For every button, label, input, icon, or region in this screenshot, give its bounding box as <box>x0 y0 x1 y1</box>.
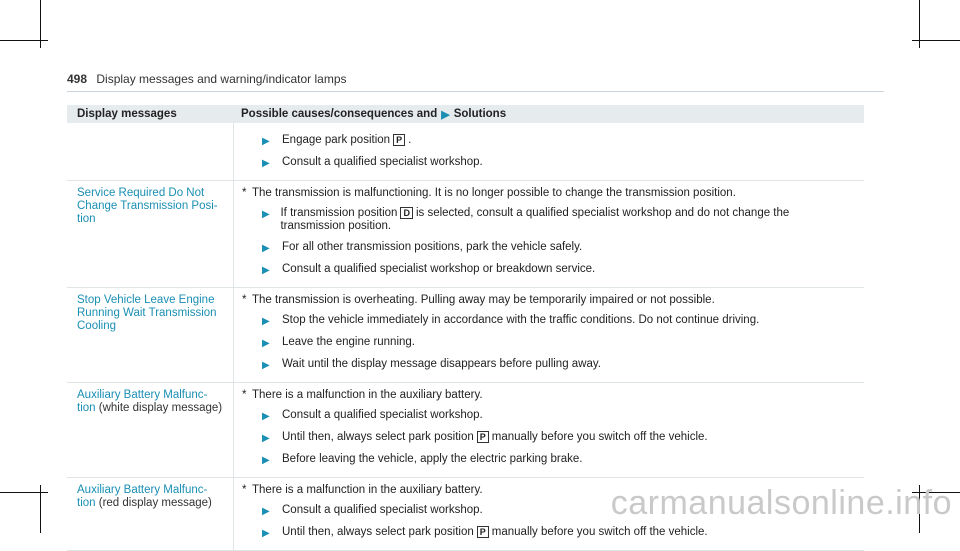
solution-step <box>242 409 856 423</box>
asterisk-icon: * <box>242 187 247 199</box>
display-message-cell <box>67 383 233 477</box>
header-divider <box>67 91 884 92</box>
solution-text-before: Leave the engine running. <box>282 336 415 348</box>
arrow-icon: ▶ <box>262 136 270 147</box>
solution-text-after: is selected, consult a qualified specialist workshop and do not change the transmission position. <box>280 207 790 232</box>
cause-item <box>242 389 856 402</box>
solution-step <box>242 336 856 350</box>
solution-text-after: manually before you switch off the vehicle. <box>491 431 708 443</box>
display-message: Stop Vehicle Leave Engine Running Wait Transmission Cooling <box>77 294 217 332</box>
table-row <box>67 123 864 181</box>
crop-mark <box>0 492 48 493</box>
display-message-cell <box>67 478 233 550</box>
solution-step <box>242 453 856 467</box>
display-message-cell <box>67 123 233 180</box>
solution-text-before: Consult a qualified specialist workshop or breakdown service. <box>282 263 596 275</box>
solution-step <box>242 431 856 445</box>
solution-text <box>282 156 483 170</box>
solution-text-after: manually before you switch off the vehicle. <box>491 526 708 538</box>
solution-text <box>282 314 759 328</box>
solution-text-before: Consult a qualified specialist workshop. <box>282 409 483 421</box>
cause-text: There is a malfunction in the auxiliary battery. <box>252 389 483 401</box>
causes-solutions-cell <box>233 383 864 477</box>
col-header-messages: Display messages <box>77 108 177 120</box>
solution-step <box>242 156 856 170</box>
solution-step <box>242 526 856 540</box>
solution-step <box>242 358 856 372</box>
table-row <box>67 181 864 288</box>
display-message-cell <box>67 288 233 382</box>
col-header-causes-label: Possible causes/consequences and <box>241 108 438 120</box>
cause-item <box>242 294 856 307</box>
solution-text-before: Until then, always select park position <box>282 431 474 443</box>
solution-text <box>282 336 415 350</box>
arrow-icon: ▶ <box>262 506 270 517</box>
solution-text <box>282 134 411 148</box>
solution-step <box>242 314 856 328</box>
solution-text-before: For all other transmission positions, park the vehicle safely. <box>282 241 583 253</box>
arrow-icon: ▶ <box>262 528 270 539</box>
arrow-icon: ▶ <box>262 433 270 444</box>
arrow-icon: ▶ <box>262 338 270 349</box>
display-message: Auxiliary Battery Malfunc- tion <box>77 484 208 509</box>
solution-text-before: Stop the vehicle immediately in accordance with the traffic conditions. Do not continue driving. <box>282 314 760 326</box>
solution-text <box>282 358 601 372</box>
asterisk-icon: * <box>242 389 247 401</box>
asterisk-icon: * <box>242 484 247 496</box>
table-row <box>67 288 864 383</box>
cause-text: The transmission is malfunctioning. It is no longer possible to change the transmission position. <box>252 187 736 199</box>
cause-item <box>242 187 856 200</box>
solution-step <box>242 134 856 148</box>
solution-step <box>242 207 856 233</box>
display-message-cell <box>67 181 233 287</box>
page-header <box>67 72 347 86</box>
solution-text <box>282 431 708 445</box>
crop-mark <box>0 40 48 41</box>
solution-text <box>282 453 582 467</box>
message-note: (red display message) <box>98 497 212 509</box>
solution-text-before: Wait until the display message disappears before pulling away. <box>282 358 601 370</box>
col-header-solutions-label: Solutions <box>453 108 507 120</box>
arrow-icon: ▶ <box>262 209 270 220</box>
solution-text <box>282 526 708 540</box>
arrow-icon: ▶ <box>262 243 270 254</box>
solution-text <box>282 504 483 518</box>
page-title: Display messages and warning/indicator lamps <box>96 72 347 86</box>
solution-text-before: If transmission position <box>280 207 398 219</box>
solution-text-after: . <box>408 134 412 146</box>
asterisk-icon: * <box>242 294 247 306</box>
arrow-icon: ▶ <box>441 108 450 121</box>
arrow-icon: ▶ <box>262 158 270 169</box>
display-message: Auxiliary Battery Malfunc- tion <box>77 389 208 414</box>
message-note: (white display message) <box>98 402 223 414</box>
arrow-icon: ▶ <box>262 411 270 422</box>
arrow-icon: ▶ <box>262 265 270 276</box>
gear-position-key-icon: D <box>400 207 413 219</box>
watermark: carmanualsonline.info <box>610 484 952 522</box>
solution-text-before: Until then, always select park position <box>282 526 474 538</box>
causes-solutions-cell <box>233 123 864 180</box>
solution-text <box>282 263 595 277</box>
solution-text <box>282 409 483 423</box>
table-header <box>67 105 864 123</box>
display-message: Service Required Do Not Change Transmission Posi- tion <box>77 187 218 225</box>
solution-text-before: Engage park position <box>282 134 391 146</box>
causes-solutions-cell <box>233 288 864 382</box>
arrow-icon: ▶ <box>262 455 270 466</box>
gear-position-key-icon: P <box>477 526 489 538</box>
cause-text: The transmission is overheating. Pulling away may be temporarily impaired or not possible. <box>252 294 715 306</box>
solution-text-before: Before leaving the vehicle, apply the electric parking brake. <box>282 453 583 465</box>
col-header-causes <box>233 108 506 121</box>
gear-position-key-icon: P <box>477 431 489 443</box>
solution-text-before: Consult a qualified specialist workshop. <box>282 504 483 516</box>
solution-text <box>280 207 856 233</box>
causes-solutions-cell <box>233 181 864 287</box>
solution-step <box>242 241 856 255</box>
solution-text-before: Consult a qualified specialist workshop. <box>282 156 483 168</box>
crop-mark <box>912 40 960 41</box>
solution-text <box>282 241 582 255</box>
page-number: 498 <box>67 72 88 86</box>
table-row <box>67 383 864 478</box>
arrow-icon: ▶ <box>262 316 270 327</box>
gear-position-key-icon: P <box>393 134 405 146</box>
solution-step <box>242 263 856 277</box>
arrow-icon: ▶ <box>262 360 270 371</box>
cause-text: There is a malfunction in the auxiliary battery. <box>252 484 483 496</box>
